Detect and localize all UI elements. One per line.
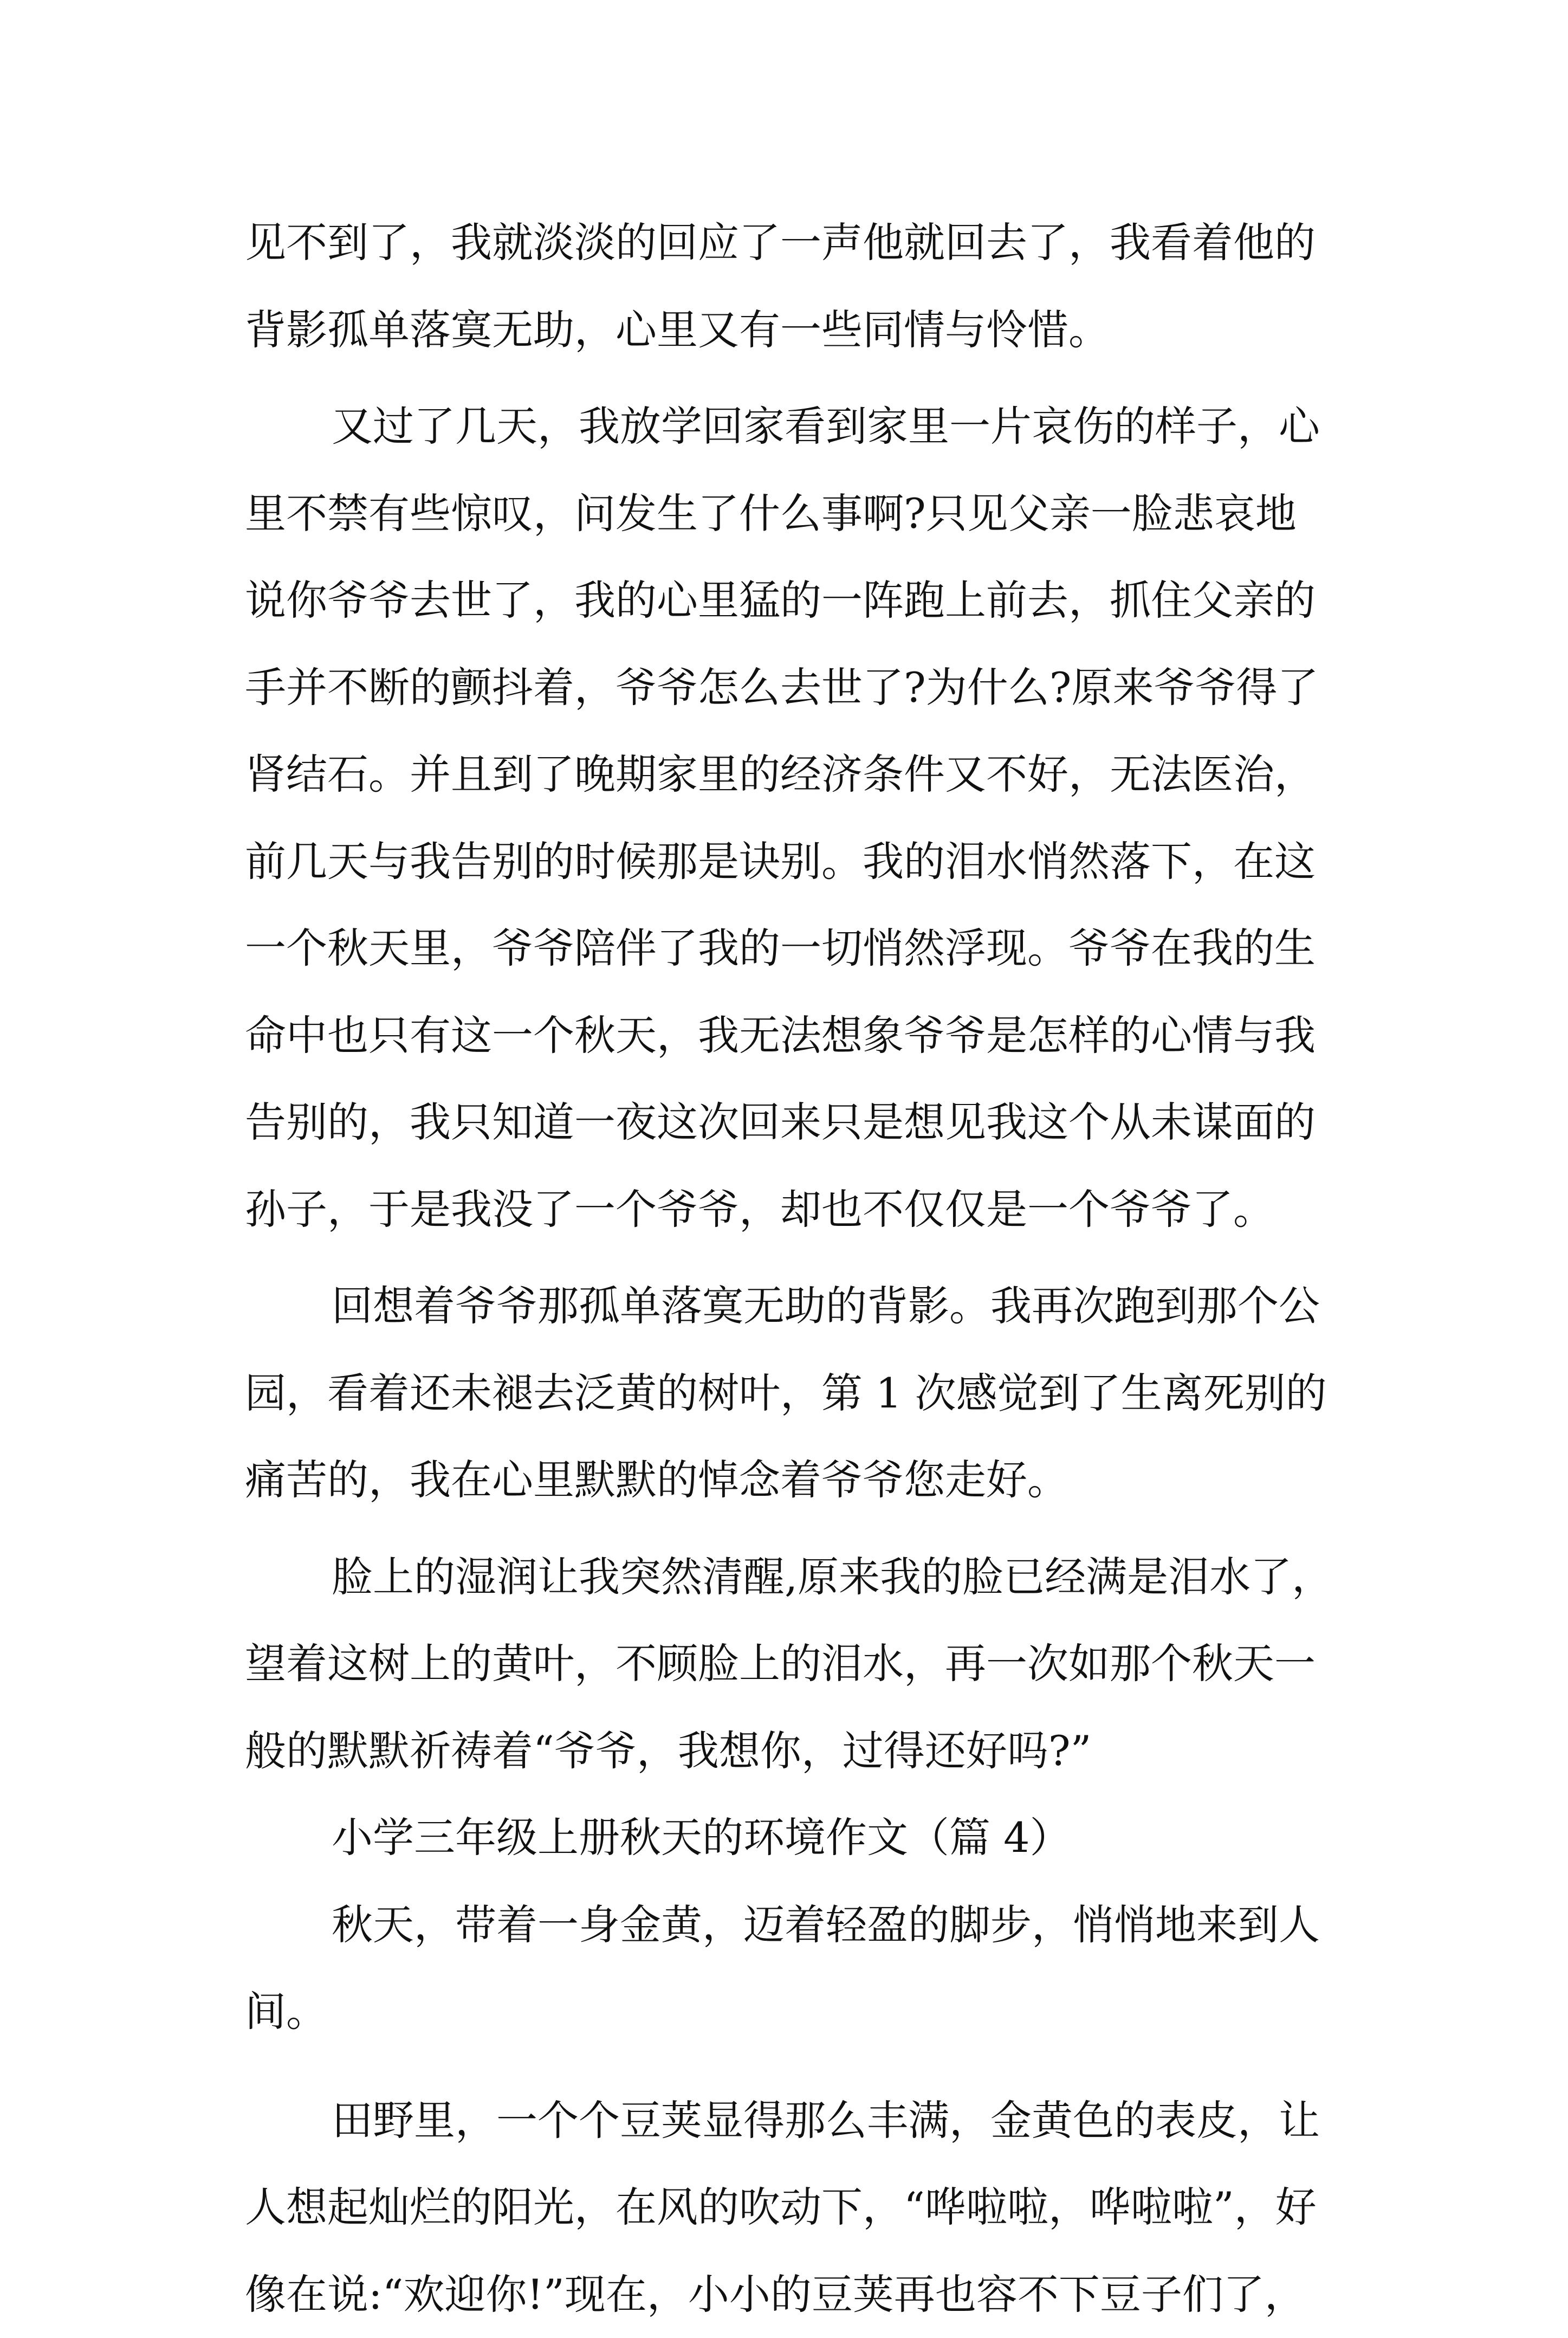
text-line: 间。 [245, 1968, 1329, 2056]
text-line: 望着这树上的黄叶，不顾脸上的泪水，再一次如那个秋天一 [245, 1620, 1329, 1708]
text-line: 孙子，于是我没了一个爷爷，却也不仅仅是一个爷爷了。 [245, 1166, 1329, 1254]
text-line: 肾结石。并且到了晚期家里的经济条件又不好，无法医治， [245, 731, 1329, 818]
text-line: 痛苦的，我在心里默默的悼念着爷爷您走好。 [245, 1437, 1329, 1524]
text-line: 命中也只有这一个秋天，我无法想象爷爷是怎样的心情与我 [245, 992, 1329, 1080]
text-line: 说你爷爷去世了，我的心里猛的一阵跑上前去，抓住父亲的 [245, 557, 1329, 644]
document-body [245, 199, 1329, 2338]
paragraph-start-line: 田野里，一个个豆荚显得那么丰满，金黄色的表皮，让 [245, 2077, 1329, 2165]
text-line: 背影孤单落寞无助，心里又有一些同情与怜惜。 [245, 287, 1329, 374]
text-line: 前几天与我告别的时候那是诀别。我的泪水悄然落下，在这 [245, 818, 1329, 906]
paragraph-start-line: 脸上的湿润让我突然清醒,原来我的脸已经满是泪水了， [245, 1534, 1329, 1621]
text-line: 般的默默祈祷着“爷爷，我想你，过得还好吗?” [245, 1708, 1329, 1795]
text-line: 里不禁有些惊叹，问发生了什么事啊?只见父亲一脸悲哀地 [245, 470, 1329, 558]
paragraph-start-line: 又过了几天，我放学回家看到家里一片哀伤的样子，心 [245, 383, 1329, 470]
text-line: 人想起灿烂的阳光，在风的吹动下，“哗啦啦，哗啦啦”，好 [245, 2164, 1329, 2251]
text-line: 告别的，我只知道一夜这次回来只是想见我这个从未谋面的 [245, 1079, 1329, 1166]
paragraph-start-line: 秋天，带着一身金黄，迈着轻盈的脚步，悄悄地来到人 [245, 1882, 1329, 1969]
paragraph-start-line: 回想着爷爷那孤单落寞无助的背影。我再次跑到那个公 [245, 1263, 1329, 1350]
text-line: 园，看着还未褪去泛黄的树叶，第 1 次感觉到了生离死别的 [245, 1350, 1329, 1437]
text-line: 一个秋天里，爷爷陪伴了我的一切悄然浮现。爷爷在我的生 [245, 905, 1329, 992]
text-line: 像在说:“欢迎你!”现在，小小的豆荚再也容不下豆子们了， [245, 2251, 1329, 2338]
text-line: 手并不断的颤抖着，爷爷怎么去世了?为什么?原来爷爷得了 [245, 644, 1329, 732]
text-line: 见不到了，我就淡淡的回应了一声他就回去了，我看着他的 [245, 199, 1329, 287]
section-heading: 小学三年级上册秋天的环境作文（篇 4） [245, 1794, 1329, 1882]
